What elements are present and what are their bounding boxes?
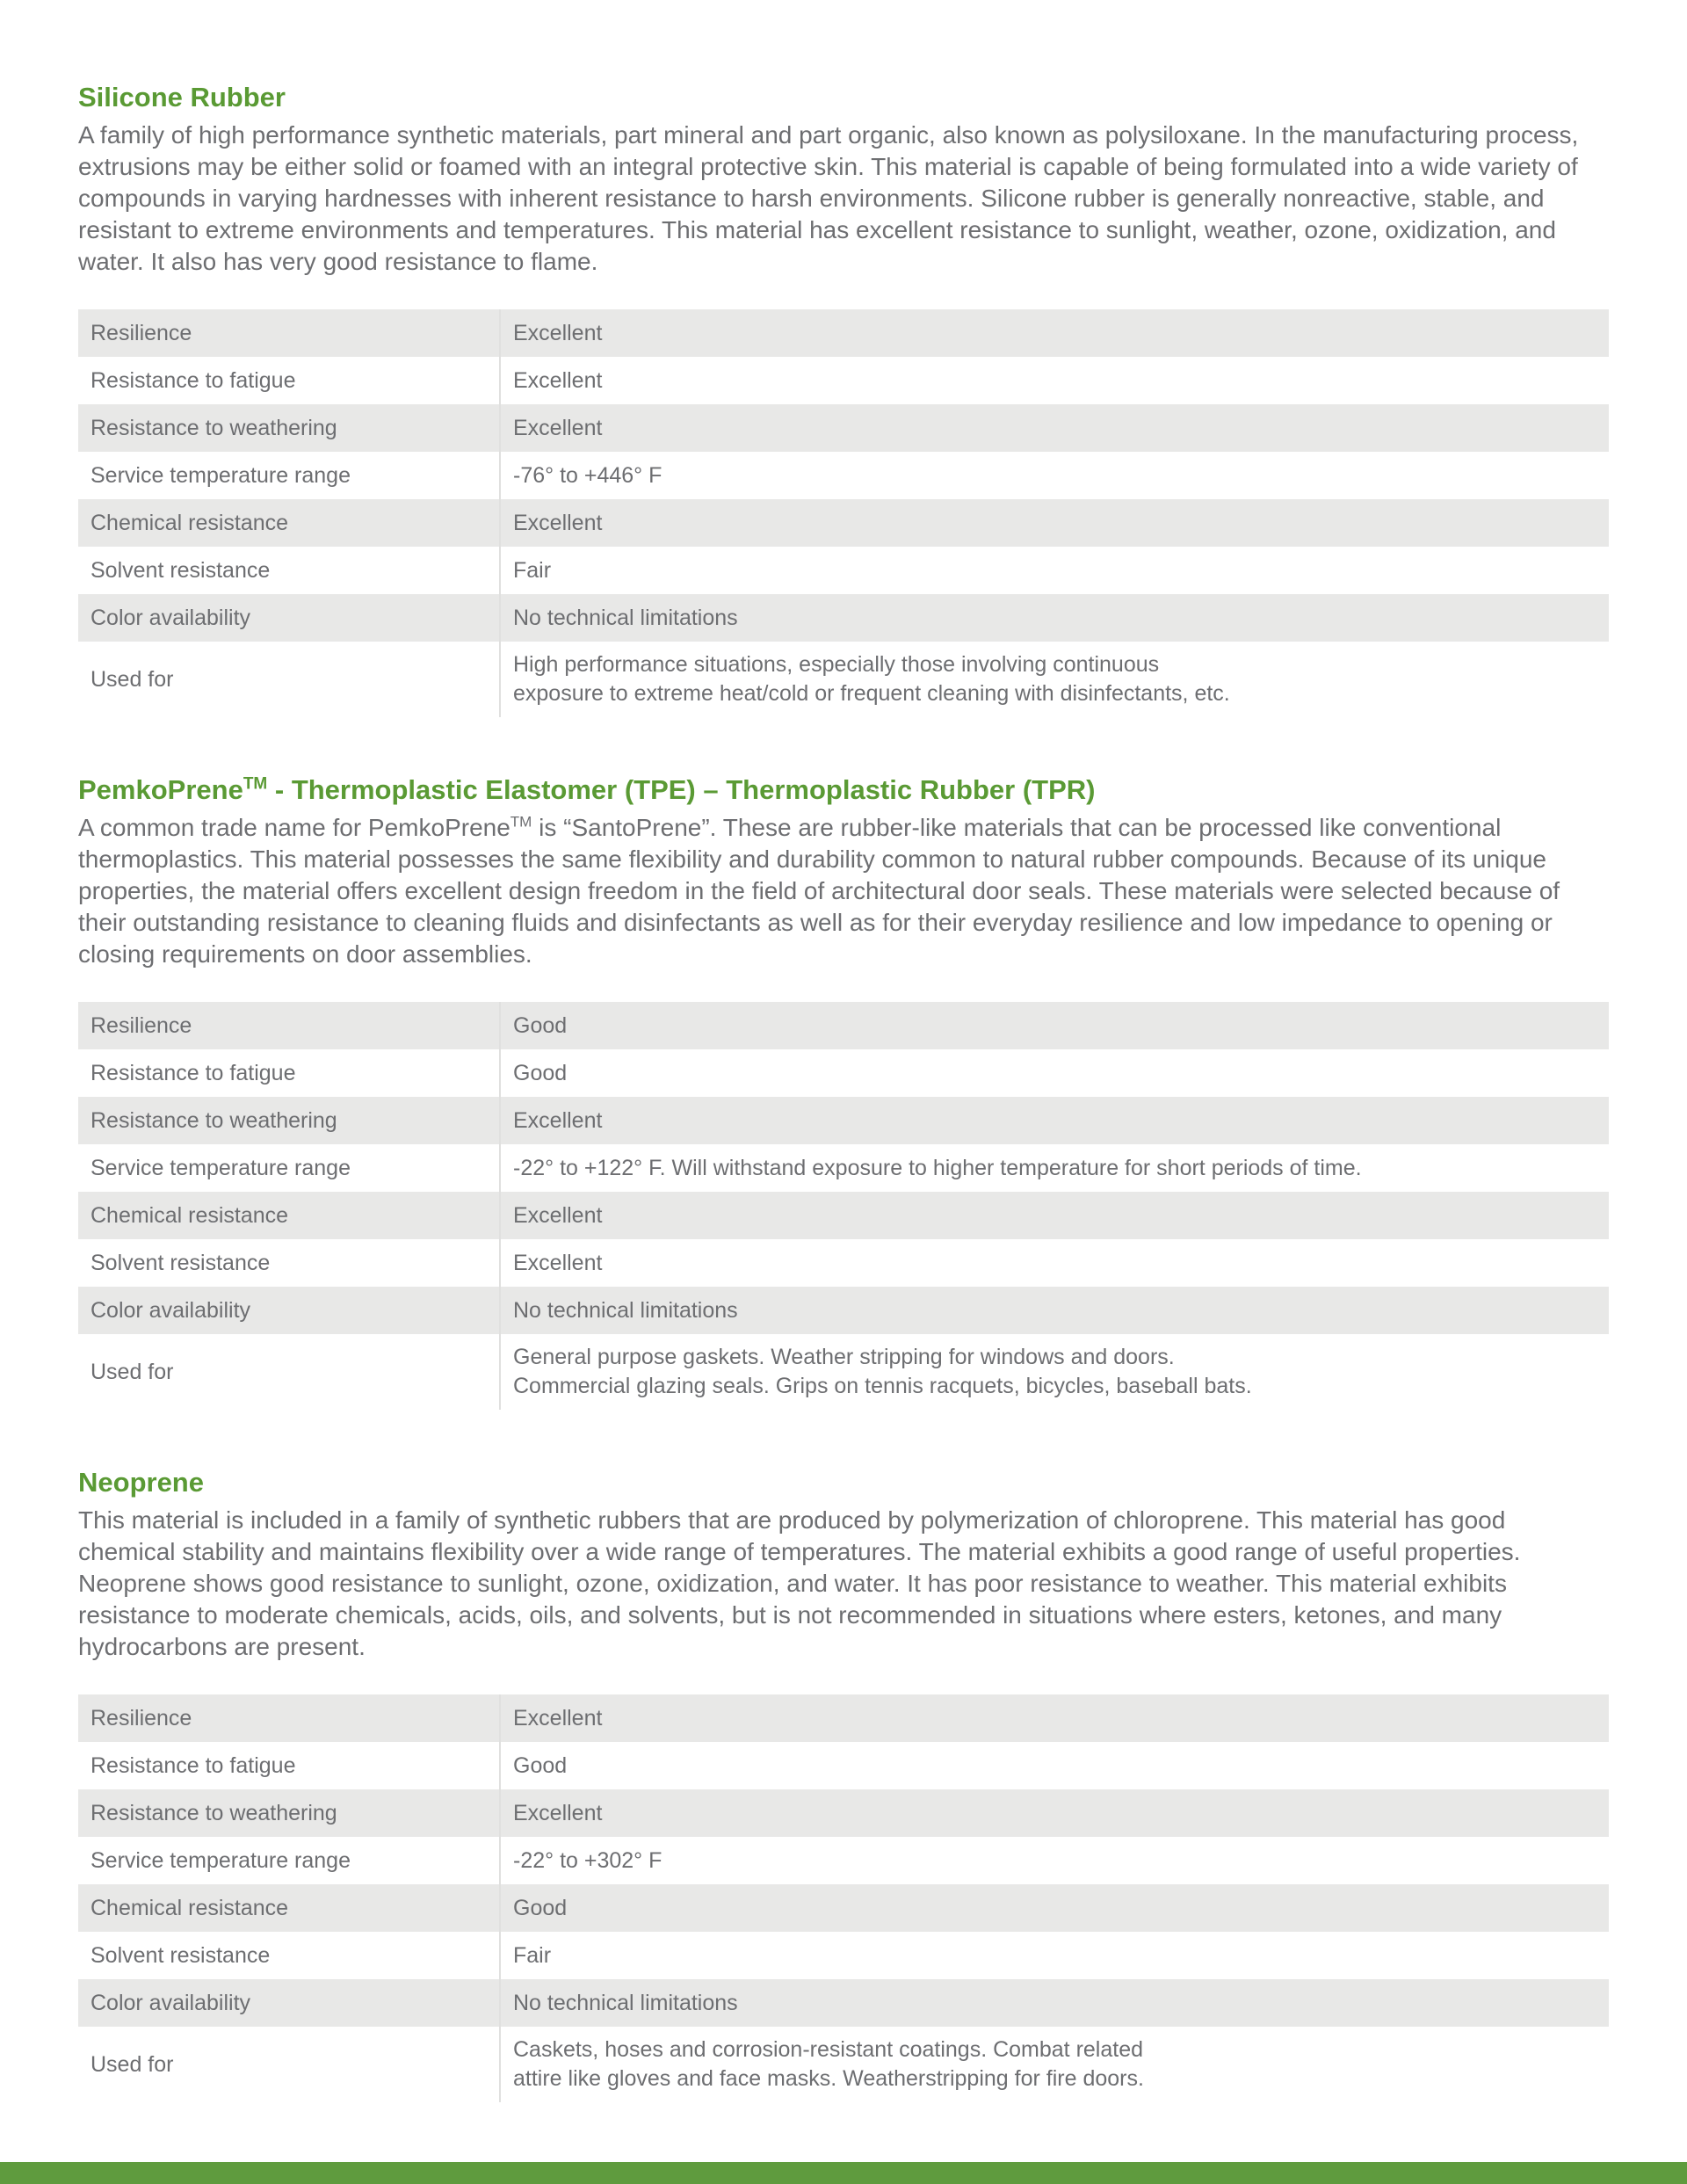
property-label: Resilience [78, 1694, 500, 1742]
value-line: Commercial glazing seals. Grips on tennis racquets, bicycles, baseball bats. [513, 1374, 1252, 1398]
page-content [78, 79, 1609, 2102]
property-value: No technical limitations [500, 594, 1609, 642]
property-value [500, 642, 1609, 717]
value-line: General purpose gaskets. Weather stripping for windows and doors. [513, 1345, 1175, 1369]
table-row [78, 1334, 1609, 1410]
section-title: Neoprene [78, 1467, 204, 1498]
trademark-mark: TM [243, 774, 268, 794]
property-label: Resistance to fatigue [91, 1060, 296, 1085]
property-value: Excellent [500, 1097, 1609, 1144]
property-value: Good [500, 1742, 1609, 1789]
property-value: No technical limitations [500, 1979, 1609, 2027]
table-row [78, 1837, 1609, 1884]
table-row [78, 1097, 1609, 1144]
section-silicone-rubber [78, 79, 1609, 717]
property-value: -22° to +302° F [500, 1837, 1609, 1884]
property-value: Excellent [500, 1789, 1609, 1837]
property-value: Excellent [500, 357, 1609, 404]
property-value: Good [500, 1049, 1609, 1097]
trademark-mark: TM [510, 813, 532, 831]
property-value: -76° to +446° F [500, 452, 1609, 499]
property-value: Fair [500, 1932, 1609, 1979]
property-value: Excellent [500, 309, 1609, 357]
property-label: Resistance to weathering [78, 404, 500, 452]
property-label: Resilience [78, 1002, 500, 1049]
table-row [78, 404, 1609, 452]
property-label: Chemical resistance [78, 499, 500, 547]
table-row [78, 1694, 1609, 1742]
property-label: Solvent resistance [91, 1250, 271, 1275]
properties-table [78, 1694, 1609, 2102]
property-value: Excellent [500, 1694, 1609, 1742]
desc-part: is “SantoPrene”. These are rubber-like materials that can be processed like conventional thermoplastics. This material possesses the same flexibility and durability common to natural rubber compounds. Because of its unique properties, the material offers excellent design freedom in the field of architectural door seals. These materials were selected because of their outstanding resistance to cleaning fluids and disinfectants as well as for their everyday resilience and low impedance to opening or closing requirements on door assemblies. [78, 814, 1560, 968]
property-label: Color availability [78, 1287, 500, 1334]
property-value: Excellent [500, 499, 1609, 547]
property-label: Used for [91, 2051, 174, 2077]
property-value: Excellent [500, 1192, 1609, 1239]
property-label: Resistance to fatigue [91, 1752, 296, 1778]
property-label: Service temperature range [91, 1155, 351, 1180]
table-row [78, 1932, 1609, 1979]
section-pemkoprene [78, 772, 1609, 1410]
value-line: High performance situations, especially those involving continuous [513, 652, 1160, 677]
property-label: Resistance to weathering [78, 1789, 500, 1837]
table-row [78, 1144, 1609, 1192]
table-row [78, 2027, 1609, 2102]
section-neoprene [78, 1464, 1609, 2102]
table-row [78, 547, 1609, 594]
property-value: Good [500, 1884, 1609, 1932]
table-row [78, 1789, 1609, 1837]
section-description: This material is included in a family of synthetic rubbers that are produced by polymerization of chloroprene. This material has good chemical stability and maintains flexibility over a wide range of temperatures. The material exhibits a good range of useful properties. Neoprene shows good resistance to sunlight, ozone, oxidization, and water. It has poor resistance to weather. This material exhibits resistance to moderate chemicals, acids, oils, and solvents, but is not recommended in situations where esters, ketones, and many hydrocarbons are present. [78, 1506, 1521, 1660]
value-line: Caskets, hoses and corrosion-resistant coatings. Combat related [513, 2037, 1144, 2062]
title-main: PemkoPrene [78, 774, 243, 805]
properties-table [78, 309, 1609, 717]
property-label: Solvent resistance [91, 557, 271, 583]
table-row [78, 1192, 1609, 1239]
property-value: Good [500, 1002, 1609, 1049]
property-label: Resilience [78, 309, 500, 357]
property-label: Resistance to weathering [78, 1097, 500, 1144]
properties-table [78, 1002, 1609, 1410]
property-label: Used for [91, 666, 174, 692]
value-line: attire like gloves and face masks. Weatherstripping for fire doors. [513, 2066, 1144, 2091]
table-row [78, 1979, 1609, 2027]
property-label: Service temperature range [91, 462, 351, 488]
property-label: Solvent resistance [91, 1942, 271, 1968]
section-title: Silicone Rubber [78, 82, 286, 112]
table-row [78, 499, 1609, 547]
table-row [78, 357, 1609, 404]
property-value: Excellent [500, 1239, 1609, 1287]
table-row [78, 1884, 1609, 1932]
footer-bar [0, 2162, 1687, 2184]
property-label: Color availability [78, 1979, 500, 2027]
property-value: Excellent [500, 404, 1609, 452]
property-label: Service temperature range [91, 1847, 351, 1873]
table-row [78, 452, 1609, 499]
desc-part: A common trade name for PemkoPrene [78, 814, 510, 841]
section-description [78, 812, 1609, 970]
property-label: Chemical resistance [78, 1192, 500, 1239]
table-row [78, 1002, 1609, 1049]
table-row [78, 1742, 1609, 1789]
property-value: Fair [500, 547, 1609, 594]
section-description: A family of high performance synthetic materials, part mineral and part organic, also known as polysiloxane. In the manufacturing process, extrusions may be either solid or foamed with an integral protective skin. This material is capable of being formulated into a wide variety of compounds in varying hardnesses with inherent resistance to harsh environments. Silicone rubber is generally nonreactive, stable, and resistant to extreme environments and temperatures. This material has excellent resistance to sunlight, weather, ozone, oxidization, and water. It also has very good resistance to flame. [78, 121, 1579, 275]
table-row [78, 1049, 1609, 1097]
property-label: Chemical resistance [78, 1884, 500, 1932]
title-rest: - Thermoplastic Elastomer (TPE) – Thermoplastic Rubber (TPR) [267, 774, 1096, 805]
table-row [78, 1287, 1609, 1334]
property-value: -22° to +122° F. Will withstand exposure to higher temperature for short periods of time. [500, 1144, 1609, 1192]
table-row [78, 309, 1609, 357]
property-label: Used for [91, 1359, 174, 1384]
property-value [500, 2027, 1609, 2102]
table-row [78, 1239, 1609, 1287]
property-value: No technical limitations [500, 1287, 1609, 1334]
property-label: Color availability [78, 594, 500, 642]
table-row [78, 642, 1609, 717]
property-label: Resistance to fatigue [91, 367, 296, 393]
section-title [78, 772, 1609, 809]
value-line: exposure to extreme heat/cold or frequent cleaning with disinfectants, etc. [513, 681, 1230, 706]
table-row [78, 594, 1609, 642]
property-value [500, 1334, 1609, 1410]
